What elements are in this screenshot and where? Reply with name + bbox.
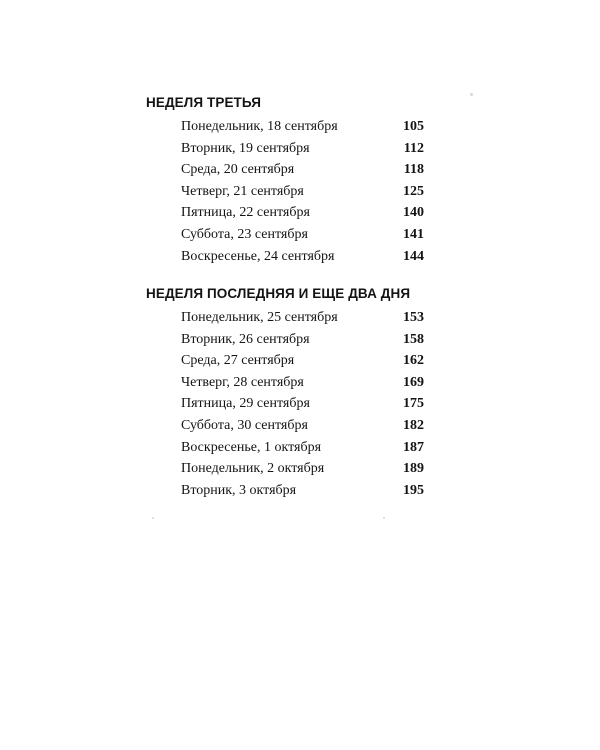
- toc-entry: [146, 372, 431, 394]
- scan-speck: [152, 517, 154, 519]
- entry-title: Среда, 20 сентября: [181, 162, 295, 178]
- entry-page-number: 140: [403, 205, 424, 221]
- toc-entry: [146, 458, 431, 480]
- scan-speck: [383, 517, 385, 519]
- entry-page-number: 187: [403, 439, 424, 455]
- toc-entry: [146, 181, 431, 203]
- toc-entry: [146, 202, 431, 224]
- toc-entry-list: [146, 307, 431, 501]
- entry-page-number: 144: [403, 248, 424, 264]
- toc-entry: [146, 246, 431, 268]
- entry-title: Суббота, 23 сентября: [181, 226, 308, 242]
- toc-entry: [146, 480, 431, 502]
- entry-page-number: 175: [403, 396, 424, 412]
- toc-entry: [146, 138, 431, 160]
- entry-page-number: 112: [403, 140, 424, 156]
- entry-title: Воскресенье, 1 октября: [181, 439, 322, 455]
- entry-page-number: 125: [403, 183, 424, 199]
- toc-entry: [146, 437, 431, 459]
- entry-page-number: 105: [403, 119, 424, 134]
- entry-title: Вторник, 19 сентября: [181, 140, 310, 156]
- toc-entry: [146, 393, 431, 415]
- entry-title: Среда, 27 сентября: [181, 353, 295, 369]
- toc-section-week-three: [146, 94, 431, 267]
- entry-title: Пятница, 29 сентября: [181, 396, 310, 412]
- toc-entry: [146, 116, 431, 138]
- toc-entry: [146, 307, 431, 329]
- toc-entry: [146, 329, 431, 351]
- entry-page-number: 195: [403, 482, 424, 498]
- toc-section-last-week: [146, 285, 431, 501]
- toc-entry: [146, 224, 431, 246]
- toc-entry: [146, 159, 431, 181]
- entry-title: Вторник, 26 сентября: [181, 331, 310, 347]
- toc-entry-list: [146, 116, 431, 267]
- entry-title: Воскресенье, 24 сентября: [181, 248, 335, 264]
- entry-page-number: 169: [403, 374, 424, 390]
- entry-page-number: 182: [403, 417, 424, 433]
- entry-title: Четверг, 28 сентября: [181, 374, 304, 390]
- entry-title: Понедельник, 25 сентября: [181, 310, 338, 325]
- entry-title: Пятница, 22 сентября: [181, 205, 310, 221]
- entry-page-number: 118: [403, 162, 424, 178]
- entry-title: Понедельник, 2 октября: [181, 461, 325, 477]
- entry-title: Суббота, 30 сентября: [181, 417, 308, 433]
- entry-page-number: 141: [403, 226, 424, 242]
- entry-page-number: 158: [403, 331, 424, 347]
- entry-page-number: 162: [403, 353, 424, 369]
- toc-entry: [146, 415, 431, 437]
- entry-title: Вторник, 3 октября: [181, 482, 297, 498]
- entry-title: Понедельник, 18 сентября: [181, 119, 338, 134]
- section-heading: НЕДЕЛЯ ПОСЛЕДНЯЯ И ЕЩЕ ДВА ДНЯ: [146, 286, 411, 301]
- scan-speck: [470, 93, 473, 96]
- entry-page-number: 189: [403, 461, 424, 477]
- toc-entry: [146, 350, 431, 372]
- entry-title: Четверг, 21 сентября: [181, 183, 304, 199]
- section-heading: НЕДЕЛЯ ТРЕТЬЯ: [146, 95, 261, 110]
- entry-page-number: 153: [403, 310, 424, 325]
